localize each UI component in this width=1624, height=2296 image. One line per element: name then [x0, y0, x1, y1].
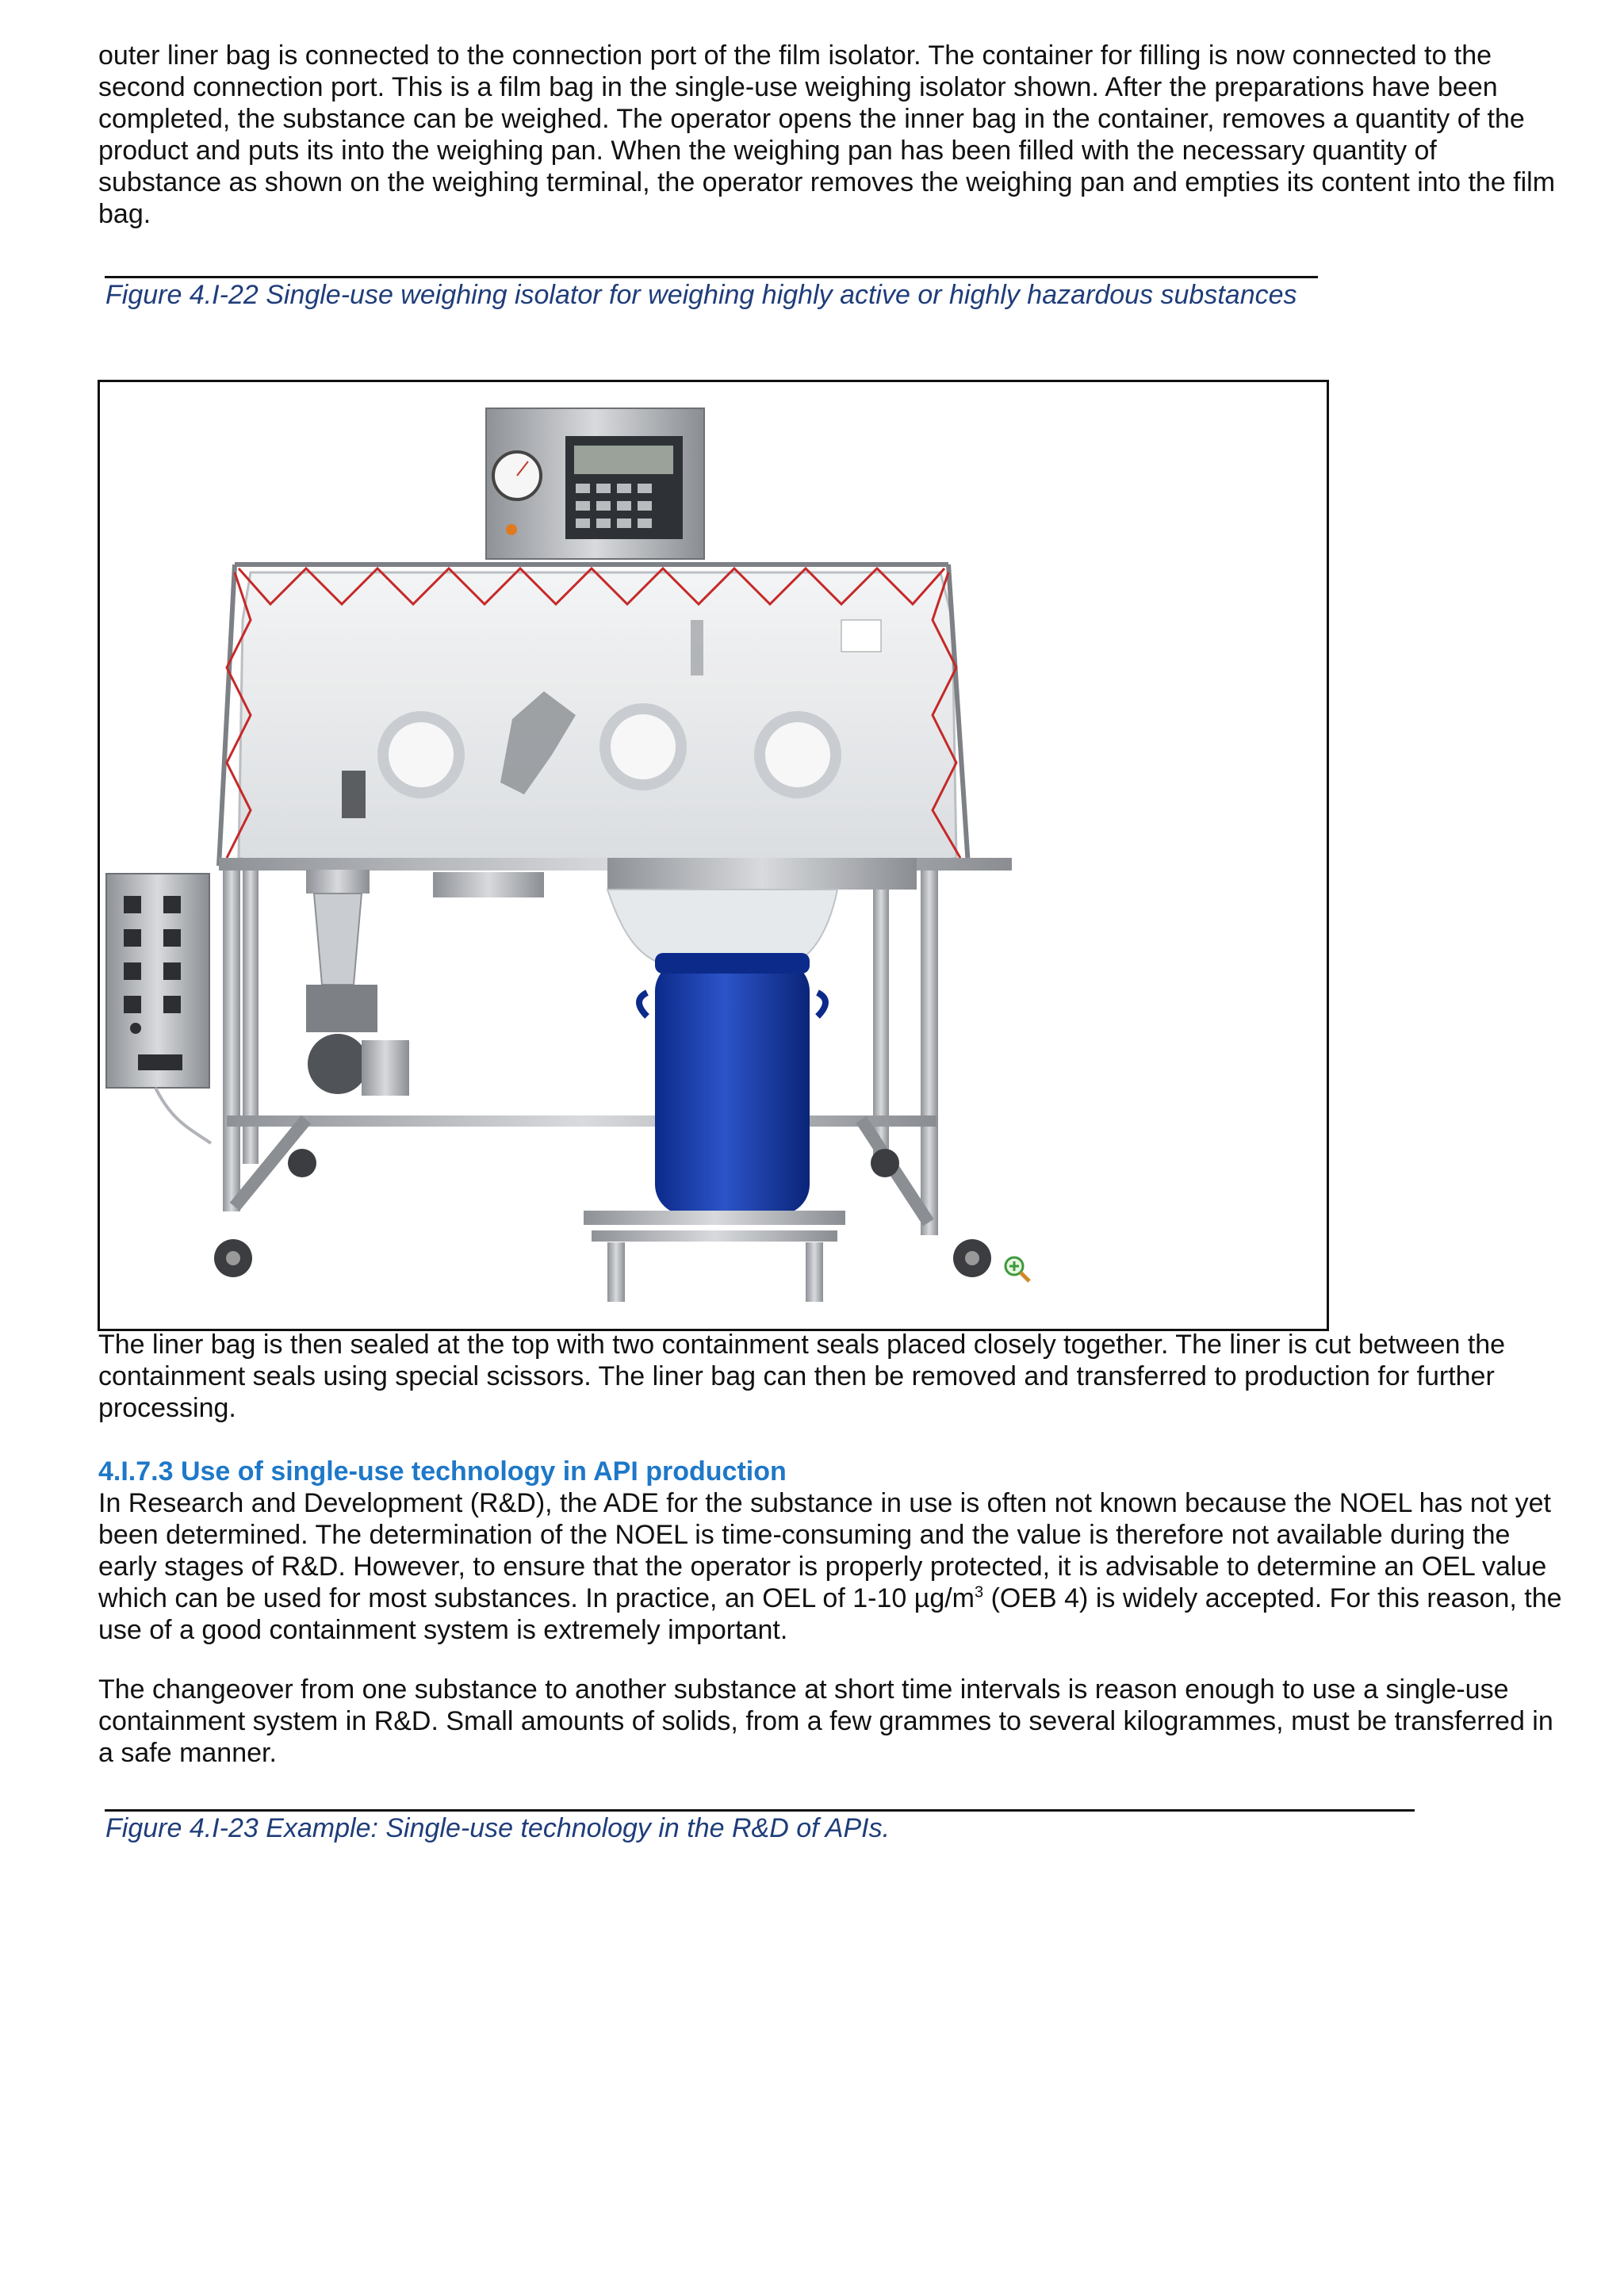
paragraph-1-text: In Research and Development (R&D), the ADE for the substance in use is often not known because the NOEL has not yet been determined. The determination of the NOEL is time-consuming and the value is therefore not available during the early stages of R&D. However, to ensure that the operator is properly protected, it is advisable to determine an OEL value which can be used for most substances. In practice, an OEL of 1-10 µg/m: [98, 1488, 1551, 1613]
superscript-3: 3: [975, 1583, 984, 1601]
section-heading: 4.I.7.3 Use of single-use technology in API production: [98, 1456, 787, 1487]
figure-22-caption: Figure 4.I-22 Single-use weighing isolator for weighing highly active or highly hazardous substances: [105, 280, 1297, 310]
section-paragraph-1: [98, 1487, 1565, 1646]
figure-22-image-frame: [98, 380, 1329, 1331]
figure-22-caption-rule: [105, 276, 1318, 278]
section-paragraph-2: The changeover from one substance to another substance at short time intervals is reason enough to use a single-use containment system in R&D. Small amounts of solids, from a few grammes to several kilogrammes, must be transferred in a safe manner.: [98, 1674, 1553, 1768]
liner-paragraph: The liner bag is then sealed at the top with two containment seals placed closely together. The liner is cut between the containment seals using special scissors. The liner bag can then be removed and transferred to production for further processing.: [98, 1330, 1506, 1423]
figure-23-caption: Figure 4.I-23 Example: Single-use technology in the R&D of APIs.: [105, 1813, 891, 1843]
weighing-isolator-photo: [100, 382, 1327, 1329]
zoom-in-icon[interactable]: [1005, 1257, 1029, 1281]
intro-paragraph: outer liner bag is connected to the connection port of the film isolator. The container for filling is now connected to the second connection port. This is a film bag in the single-use weighing isolator shown. After the preparations have been completed, the substance can be weighed. The operator opens the inner bag in the container, removes a quantity of the product and puts its into the weighing pan. When the weighing pan has been filled with the necessary quantity of substance as shown on the weighing terminal, the operator removes the weighing pan and empties its content into the film bag.: [98, 40, 1556, 229]
figure-23-caption-rule: [105, 1809, 1415, 1812]
paragraph-1-text-end: (OEB 4) is widely accepted. For this reason, the use of a good containment system is extremely important.: [98, 1583, 1562, 1645]
